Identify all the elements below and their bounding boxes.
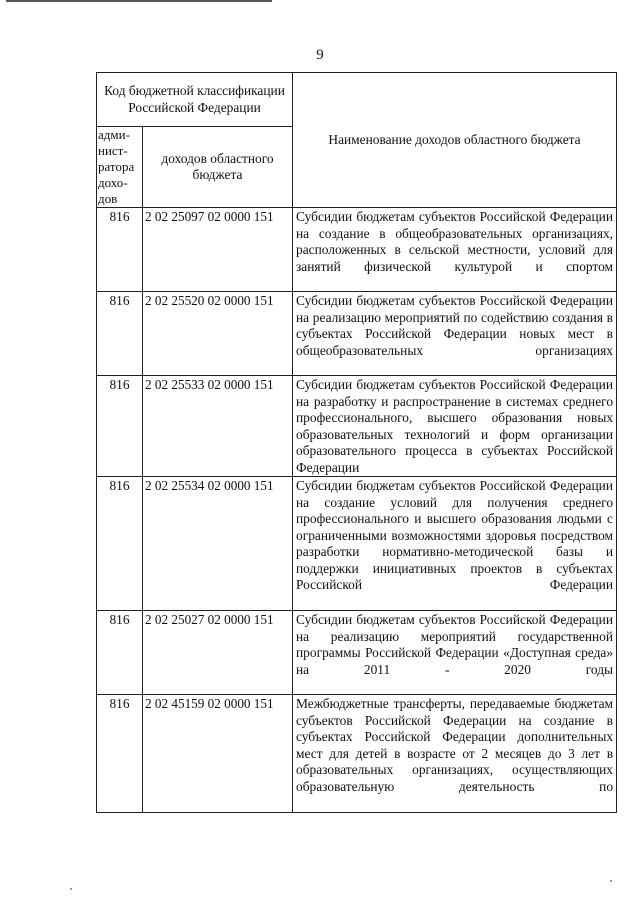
page-number: 9: [316, 47, 324, 63]
revenue-name-cell: Межбюджетные трансферты, передаваемые бюджетам субъектов Российской Федерации на создание в субъектах Российской Федерации дополнительных мест для детей в возрасте от 2 месяцев до 3 лет в образовательных организациях, осуществляющих образовательную деятельность по: [293, 695, 617, 813]
admin-code-cell: 816: [97, 611, 143, 695]
header-revenue-column: доходов областного бюджета: [143, 127, 293, 208]
revenue-code-cell: 2 02 25520 02 0000 151: [143, 292, 293, 376]
admin-code-cell: 816: [97, 695, 143, 813]
table-row: [97, 292, 617, 376]
table-row: [97, 611, 617, 695]
revenue-code-cell: 2 02 25097 02 0000 151: [143, 208, 293, 292]
revenue-name-cell: Субсидии бюджетам субъектов Российской Федерации на реализацию мероприятий по содействию создания в субъектах Российской Федерации новых мест в общеобразовательных организациях: [293, 292, 617, 376]
admin-code-cell: 816: [97, 208, 143, 292]
admin-code-cell: 816: [97, 292, 143, 376]
revenue-name-cell: Субсидии бюджетам субъектов Российской Федерации на создание в общеобразовательных организациях, расположенных в сельской местности, условий для занятий физической культурой и спортом: [293, 208, 617, 292]
table-row: [97, 695, 617, 813]
header-name-column: Наименование доходов областного бюджета: [293, 73, 617, 208]
top-rule: [6, 0, 272, 2]
table-row: [97, 376, 617, 477]
revenue-name-cell: Субсидии бюджетам субъектов Российской Федерации на реализацию мероприятий государственной программы Российской Федерации «Доступная среда» на 2011 - 2020 годы: [293, 611, 617, 695]
revenue-name-cell: Субсидии бюджетам субъектов Российской Федерации на разработку и распространение в системах среднего профессионального, высшего образования новых образовательных технологий и форм организации образовательного процесса в субъектах Российской Федерации: [293, 376, 617, 477]
revenue-code-cell: 2 02 25534 02 0000 151: [143, 477, 293, 611]
scan-speck: [610, 880, 612, 882]
header-code-group: Код бюджетной классификации Российской Федерации: [97, 73, 293, 127]
admin-code-cell: 816: [97, 376, 143, 477]
table-row: [97, 477, 617, 611]
table-row: [97, 208, 617, 292]
budget-classification-table: [96, 72, 617, 813]
revenue-name-cell: Субсидии бюджетам субъектов Российской Федерации на создание условий для получения среднего профессионального и высшего образования людьми с ограниченными возможностями здоровья посредством разработки нормативно-методической базы и поддержки инициативных проектов в субъектах Российской Федерации: [293, 477, 617, 611]
revenue-code-cell: 2 02 25027 02 0000 151: [143, 611, 293, 695]
scan-speck: [70, 888, 72, 890]
revenue-code-cell: 2 02 45159 02 0000 151: [143, 695, 293, 813]
header-admin-column: адми-нист-ратора дохо-дов: [97, 127, 143, 208]
revenue-code-cell: 2 02 25533 02 0000 151: [143, 376, 293, 477]
table-header-row: [97, 73, 617, 127]
admin-code-cell: 816: [97, 477, 143, 611]
